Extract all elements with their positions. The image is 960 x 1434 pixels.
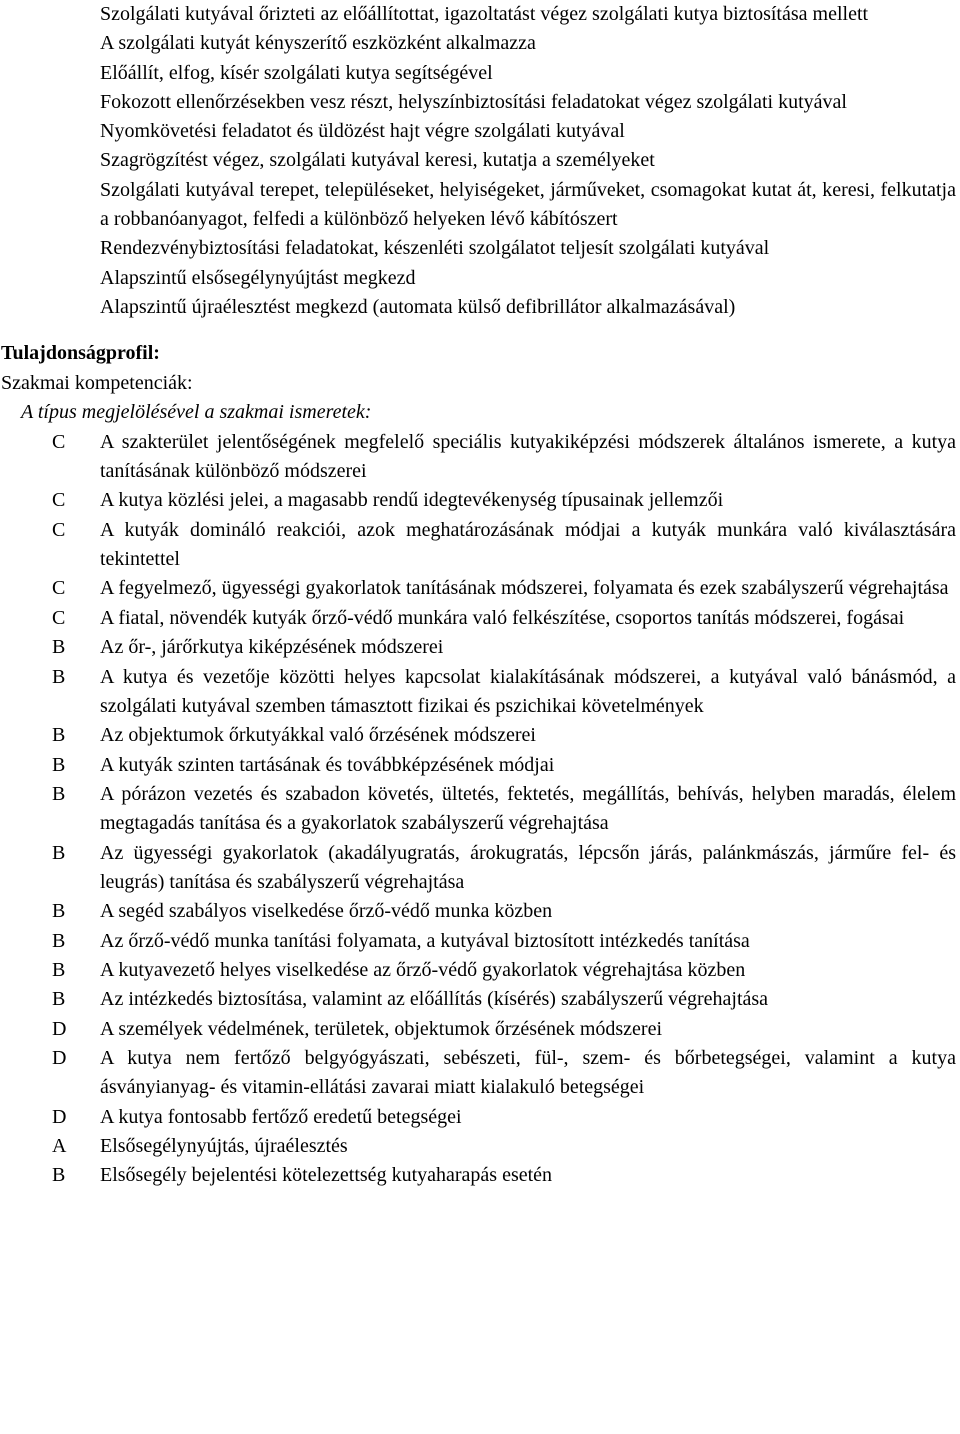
competency-type-letter: B bbox=[52, 841, 66, 864]
competency-type-letter: D bbox=[52, 1046, 67, 1069]
competency-text: A pórázon vezetés és szabadon követés, ültetés, fektetés, megállítás, behívás, helyben maradás, élelem megtagadás tanítása és a gyakorlatok szabályszerű végrehajtása bbox=[100, 782, 956, 835]
competency-type-letter: C bbox=[52, 577, 66, 600]
competency-type-letter: C bbox=[52, 518, 66, 541]
competency-row bbox=[0, 927, 960, 956]
competency-row bbox=[0, 751, 960, 780]
competency-row bbox=[0, 428, 960, 487]
task-item: Szolgálati kutyával őrizteti az előállítottat, igazoltatást végez szolgálati kutya biztosítása mellett bbox=[100, 3, 869, 25]
competency-type-letter: A bbox=[52, 1135, 67, 1158]
competency-text: A kutyák szinten tartásának és továbbképzésének módjai bbox=[100, 753, 555, 776]
competency-row bbox=[0, 780, 960, 839]
task-item: Szolgálati kutyával terepet, településeket, helyiségeket, járműveket, csomagokat kutat át, keresi, felkutatja a robbanóanyagot, felfedi a különböző helyeken lévő kábítószert bbox=[100, 178, 956, 231]
task-item: Nyomkövetési feladatot és üldözést hajt végre szolgálati kutyával bbox=[100, 120, 625, 143]
competency-row bbox=[0, 574, 960, 603]
task-list bbox=[0, 0, 956, 322]
competency-row bbox=[0, 1103, 960, 1132]
competency-text: A fegyelmező, ügyességi gyakorlatok tanításának módszerei, folyamata és ezek szabályszerű végrehajtása bbox=[100, 577, 949, 600]
knowledge-heading: A típus megjelölésével a szakmai ismeretek: bbox=[21, 401, 372, 424]
competency-text: Az objektumok őrkutyákkal való őrzésének módszerei bbox=[100, 724, 536, 747]
competency-row bbox=[0, 516, 960, 575]
competency-row bbox=[0, 1044, 960, 1103]
competency-list bbox=[0, 428, 960, 1191]
competency-text: A kutya fontosabb fertőző eredetű betegségei bbox=[100, 1105, 462, 1128]
competency-text: A fiatal, növendék kutyák őrző-védő munkára való felkészítése, csoportos tanítás módszerei, fogásai bbox=[100, 606, 905, 629]
section-spacer bbox=[0, 322, 960, 339]
profile-heading: Tulajdonságprofil: bbox=[1, 342, 160, 365]
competency-type-letter: B bbox=[52, 958, 66, 981]
competency-text: A kutya közlési jelei, a magasabb rendű idegtevékenység típusainak jellemzői bbox=[100, 489, 724, 512]
competency-type-letter: B bbox=[52, 782, 66, 805]
competency-type-letter: D bbox=[52, 1105, 67, 1128]
competency-row bbox=[0, 897, 960, 926]
competency-type-letter: C bbox=[52, 606, 66, 629]
task-item: Alapszintű újraélesztést megkezd (automata külső defibrillátor alkalmazásával) bbox=[100, 295, 736, 318]
competency-text: Az őrző-védő munka tanítási folyamata, a kutyával biztosított intézkedés tanítása bbox=[100, 929, 750, 952]
task-item: A szolgálati kutyát kényszerítő eszközként alkalmazza bbox=[100, 32, 536, 55]
competency-type-letter: C bbox=[52, 430, 66, 453]
competency-text: A segéd szabályos viselkedése őrző-védő munka közben bbox=[100, 900, 553, 923]
competency-text: Az ügyességi gyakorlatok (akadályugratás, árokugratás, lépcsőn járás, palánkmászás, járműre fel- és leugrás) tanítása és szabályszerű végrehajtása bbox=[100, 841, 956, 893]
competency-text: Az intézkedés biztosítása, valamint az előállítás (kísérés) szabályszerű végrehajtása bbox=[100, 988, 769, 1011]
competency-type-letter: B bbox=[52, 900, 66, 923]
task-item: Előállít, elfog, kísér szolgálati kutya segítségével bbox=[100, 61, 493, 84]
competencies-subheading: Szakmai kompetenciák: bbox=[1, 371, 193, 394]
competency-text: A szakterület jelentőségének megfelelő speciális kutyakiképzési módszerek általános ismerete, a kutya tanításának különböző módszerei bbox=[100, 430, 956, 483]
competency-type-letter: D bbox=[52, 1017, 67, 1040]
competency-row bbox=[0, 663, 960, 722]
competency-text: Az őr-, járőrkutya kiképzésének módszerei bbox=[100, 636, 444, 659]
competency-text: A kutyavezető helyes viselkedése az őrző-védő gyakorlatok végrehajtása közben bbox=[100, 958, 746, 981]
task-item: Alapszintű elsősegélynyújtást megkezd bbox=[100, 266, 416, 289]
competency-row bbox=[0, 839, 960, 898]
competency-text: Elsősegély bejelentési kötelezettség kutyaharapás esetén bbox=[100, 1164, 553, 1187]
competency-text: A személyek védelmének, területek, objektumok őrzésének módszerei bbox=[100, 1017, 663, 1040]
competency-row bbox=[0, 1015, 960, 1044]
competency-row bbox=[0, 721, 960, 750]
competency-text: Elsősegélynyújtás, újraélesztés bbox=[100, 1135, 348, 1158]
task-item: Szagrögzítést végez, szolgálati kutyával keresi, kutatja a személyeket bbox=[100, 149, 655, 172]
competency-row bbox=[0, 604, 960, 633]
competency-type-letter: C bbox=[52, 489, 66, 512]
competency-row bbox=[0, 985, 960, 1014]
competency-text: A kutya és vezetője közötti helyes kapcsolat kialakításának módszerei, a kutyával való bánásmód, a szolgálati kutyával szemben támasztott fizikai és pszichikai követelmények bbox=[100, 665, 956, 717]
competency-type-letter: B bbox=[52, 988, 66, 1011]
competency-row bbox=[0, 1132, 960, 1161]
competency-text: A kutyák domináló reakciói, azok meghatározásának módjai a kutyák munkára való kiválasztására tekintettel bbox=[100, 518, 956, 571]
competency-type-letter: B bbox=[52, 665, 66, 688]
competency-row bbox=[0, 633, 960, 662]
competency-type-letter: B bbox=[52, 724, 66, 747]
competency-row bbox=[0, 956, 960, 985]
competency-text: A kutya nem fertőző belgyógyászati, sebészeti, fül-, szem- és bőrbetegségei, valamint a kutya ásványianyag- és vitamin-ellátási zavarai miatt kialakuló betegségei bbox=[100, 1046, 956, 1099]
task-item: Fokozott ellenőrzésekben vesz részt, helyszínbiztosítási feladatokat végez szolgálati kutyával bbox=[100, 90, 847, 113]
competency-type-letter: B bbox=[52, 929, 66, 952]
competency-row bbox=[0, 486, 960, 515]
competency-row bbox=[0, 1161, 960, 1190]
competency-type-letter: B bbox=[52, 753, 66, 776]
competency-type-letter: B bbox=[52, 636, 66, 659]
competency-type-letter: B bbox=[52, 1164, 66, 1187]
task-item: Rendezvénybiztosítási feladatokat, készenléti szolgálatot teljesít szolgálati kutyával bbox=[100, 237, 770, 260]
